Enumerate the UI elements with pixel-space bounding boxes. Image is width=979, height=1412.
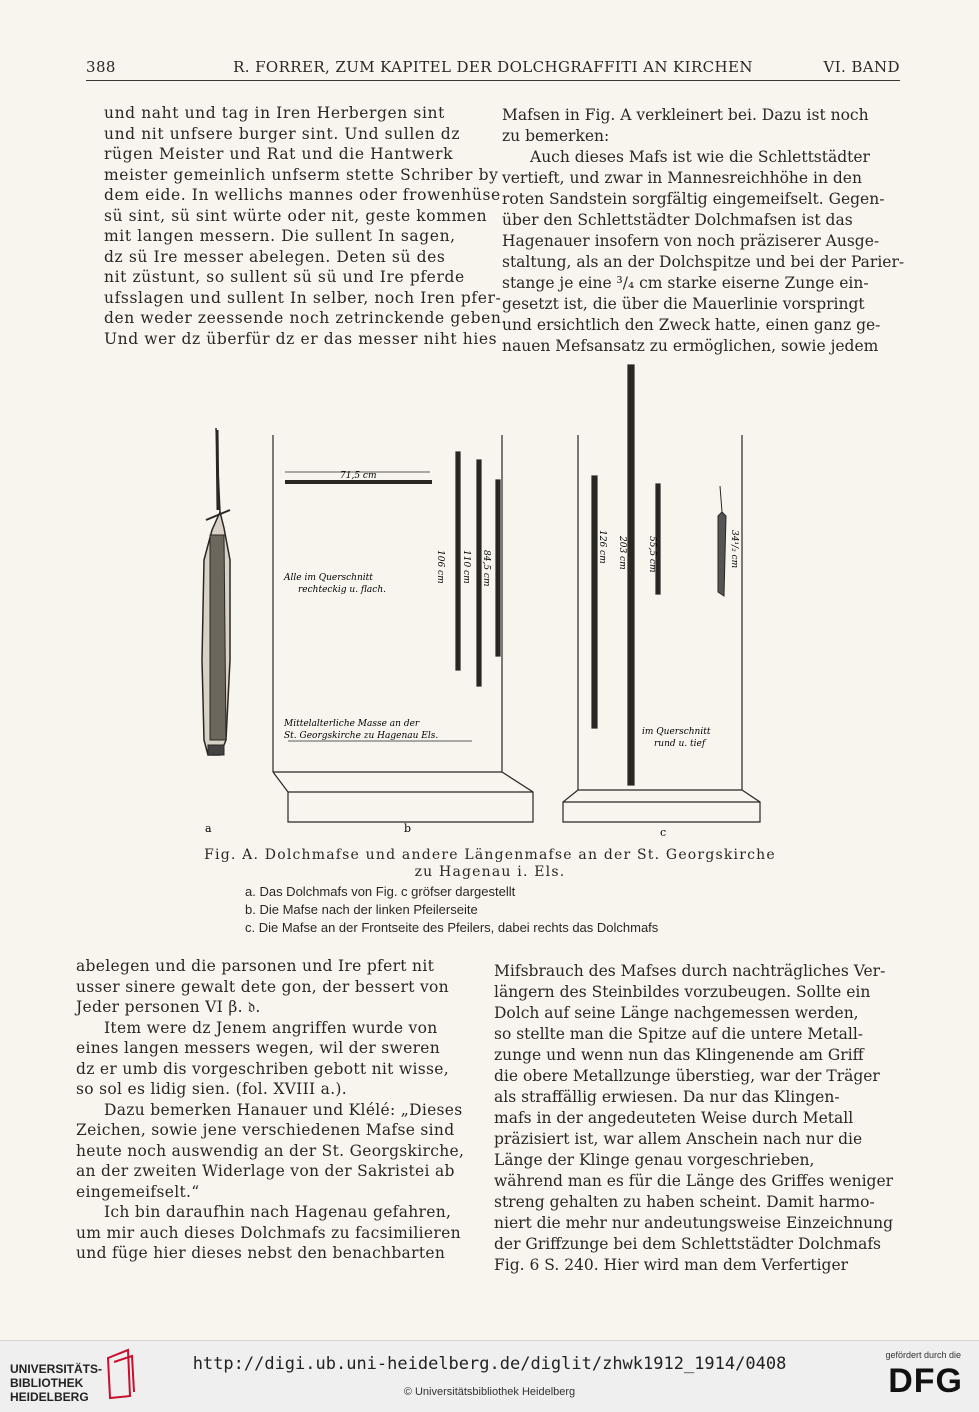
text-line: über den Schlettstädter Dolchmafsen ist das — [502, 211, 853, 229]
text-line: meister gemeinlich unfserm stette Schriber by — [104, 165, 499, 184]
running-header — [86, 58, 900, 80]
text-line: zu bemerken: — [502, 127, 610, 145]
running-title: R. FORRER, ZUM KAPITEL DER DOLCHGRAFFITI AN KIRCHEN — [233, 58, 753, 76]
figure-note: St. Georgskirche zu Hagenau Els. — [284, 731, 439, 741]
text-line: roten Sandstein sorgfältig eingemeifselt. Gegen- — [502, 190, 885, 208]
text-line: nit züstunt, so sullent sü sü und Ire pferde — [104, 268, 465, 286]
figure-dagger-measures — [180, 360, 780, 840]
page-number: 388 — [86, 58, 116, 76]
text-column-bottom-left — [76, 956, 474, 1264]
text-line: heute noch auswendig an der St. Georgskirche, — [76, 1141, 465, 1160]
figure-caption-subtitle: zu Hagenau i. Els. — [414, 864, 566, 880]
text-line: und naht und tag in Iren Herbergen sint — [104, 104, 445, 122]
text-line: dem eide. In wellichs mannes oder frowenhüse — [104, 186, 501, 204]
text-line: Jeder personen VI β. 𝔡. — [76, 998, 261, 1016]
text-line: zunge und wenn nun das Klingenende am Griff — [494, 1046, 864, 1064]
text-line: Und wer dz überfür dz er das messer niht hies — [104, 329, 498, 348]
dimension-label: 71,5 cm — [340, 471, 377, 481]
figure-note: Mittelalterliche Masse an der — [284, 719, 420, 729]
dimension-label: 203 cm — [617, 536, 627, 570]
text-line: die obere Metallzunge überstieg, war der Träger — [494, 1067, 880, 1085]
text-line: staltung, als an der Dolchspitze und bei der Parier- — [502, 253, 905, 271]
dimension-label: 110 cm — [461, 550, 471, 584]
library-name: UNIVERSITÄTS- BIBLIOTHEK HEIDELBERG — [10, 1362, 103, 1404]
text-line: längern des Steinbildes vorzubeugen. Sollte ein — [494, 983, 871, 1001]
text-line: dz er umb dis vorgeschriben gebott nit wisse, — [76, 1059, 449, 1078]
text-line: Dolch auf seine Länge nachgemessen werden, — [494, 1004, 859, 1022]
text-line: und ersichtlich den Zweck hatte, einen ganz ge- — [502, 316, 881, 334]
text-line: Länge der Klinge genau vorgeschrieben, — [494, 1151, 815, 1169]
text-line: usser sinere gewalt dete gon, der bessert von — [76, 977, 449, 996]
text-line: eingemeifselt.“ — [76, 1182, 200, 1201]
text-column-top-left — [104, 103, 508, 349]
dimension-label: 84,5 cm — [481, 550, 491, 587]
figure-caption-title: Fig. A. Dolchmafse und andere Längenmafse an der St. Georgskirche — [204, 847, 776, 863]
text-line: rügen Meister und Rat und die Hantwerk — [104, 145, 454, 163]
text-line: an der zweiten Widerlage von der Sakristei ab — [76, 1162, 455, 1180]
text-line: Auch dieses Mafs ist wie die Schlettstädter — [530, 148, 870, 166]
text-line: gesetzt ist, die über die Mauerlinie vorspringt — [502, 295, 865, 313]
figure-drawing — [180, 360, 780, 840]
text-line: mafs in der angedeuteten Weise durch Metall — [494, 1109, 854, 1127]
text-line: Hagenauer insofern von noch präziserer Ausge- — [502, 232, 880, 250]
dimension-label: 126 cm — [597, 530, 607, 564]
text-line: dz sü Ire messer abelegen. Deten sü des — [104, 247, 446, 266]
volume-label: VI. BAND — [823, 58, 900, 76]
header-rule — [86, 80, 900, 81]
figure-legend-c: c. Die Mafse an der Frontseite des Pfeilers, dabei rechts das Dolchmafs — [245, 920, 659, 935]
text-line: Ich bin daraufhin nach Hagenau gefahren, — [104, 1203, 452, 1221]
figure-label-a: a — [205, 822, 212, 835]
dimension-label: 55,5 cm — [647, 536, 657, 573]
text-line: um mir auch dieses Dolchmafs zu facsimilieren — [76, 1223, 461, 1242]
dimension-label: 34¹/₂ cm — [729, 530, 739, 569]
text-line: der Griffzunge bei dem Schlettstädter Dolchmafs — [494, 1235, 882, 1253]
figure-note: Alle im Querschnitt — [284, 573, 373, 583]
figure-legend-b: b. Die Mafse nach der linken Pfeilerseite — [245, 902, 478, 917]
permalink-url[interactable]: http://digi.ub.uni-heidelberg.de/diglit/zhwk1912_1914/0408 — [192, 1354, 787, 1374]
text-line: präzisiert ist, war allem Anschein nach nur die — [494, 1130, 863, 1148]
text-line: eines langen messers wegen, wil der sweren — [76, 1039, 441, 1057]
pillar-front-c — [563, 365, 760, 822]
pillar-side-b — [273, 435, 533, 822]
figure-note: rund u. tief — [654, 739, 706, 749]
text-line: Dazu bemerken Hanauer und Klélé: „Dieses — [104, 1100, 463, 1119]
dagger-drawing-a — [202, 428, 230, 755]
text-line: vertieft, und zwar in Mannesreichhöhe in den — [502, 169, 862, 187]
text-line: sü sint, sü sint würte oder nit, geste kommen — [104, 206, 488, 225]
text-line: den weder zeessende noch zetrinckende geben. — [104, 309, 508, 327]
text-line: so sol es lidig sien. (fol. XVIII a.). — [76, 1080, 347, 1098]
text-line: stange je eine ³/₄ cm starke eiserne Zunge ein- — [502, 274, 869, 292]
figure-label-b: b — [404, 822, 412, 835]
text-line: ufsslagen und sullent In selber, noch Iren pfer- — [104, 288, 502, 307]
text-column-top-right — [502, 105, 905, 357]
text-line: nauen Mefsansatz zu ermöglichen, sowie jedem — [502, 337, 879, 355]
text-line: während man es für die Länge des Griffes weniger — [494, 1172, 894, 1190]
text-line: niert die mehr nur andeutungsweise Einzeichnung — [494, 1214, 894, 1232]
text-line: Fig. 6 S. 240. Hier wird man dem Verfertiger — [494, 1256, 849, 1274]
text-line: so stellte man die Spitze auf die untere Metall- — [494, 1025, 864, 1043]
viewer-footer — [0, 1340, 979, 1412]
text-column-bottom-right — [494, 961, 892, 1276]
text-line: und füge hier dieses nebst den benachbarten — [76, 1244, 446, 1262]
text-line: Mifsbrauch des Mafses durch nachträgliches Ver- — [494, 962, 886, 980]
figure-note: im Querschnitt — [642, 727, 711, 737]
dfg-logo: DFG — [888, 1362, 963, 1400]
text-line: und nit unfsere burger sint. Und sullen dz — [104, 124, 461, 143]
text-line: Zeichen, sowie jene verschiedenen Mafse sind — [76, 1121, 455, 1139]
copyright-notice: © Universitätsbibliothek Heidelberg — [403, 1386, 576, 1398]
figure-label-c: c — [660, 826, 667, 839]
figure-note: rechteckig u. flach. — [298, 585, 386, 595]
text-line: als straffällig erwiesen. Da nur das Klingen- — [494, 1088, 840, 1106]
figure-legend-a: a. Das Dolchmafs von Fig. c gröfser dargestellt — [245, 884, 516, 899]
dimension-label: 106 cm — [435, 550, 445, 584]
text-line: Item were dz Jenem angriffen wurde von — [104, 1018, 438, 1037]
text-line: mit langen messern. Die sullent In sagen, — [104, 227, 456, 245]
text-line: Mafsen in Fig. A verkleinert bei. Dazu ist noch — [502, 106, 869, 124]
funder-note: gefördert durch die — [885, 1350, 961, 1360]
text-line: streng gehalten zu haben scheint. Damit harmo- — [494, 1193, 875, 1211]
text-line: abelegen und die parsonen und Ire pfert nit — [76, 957, 435, 975]
